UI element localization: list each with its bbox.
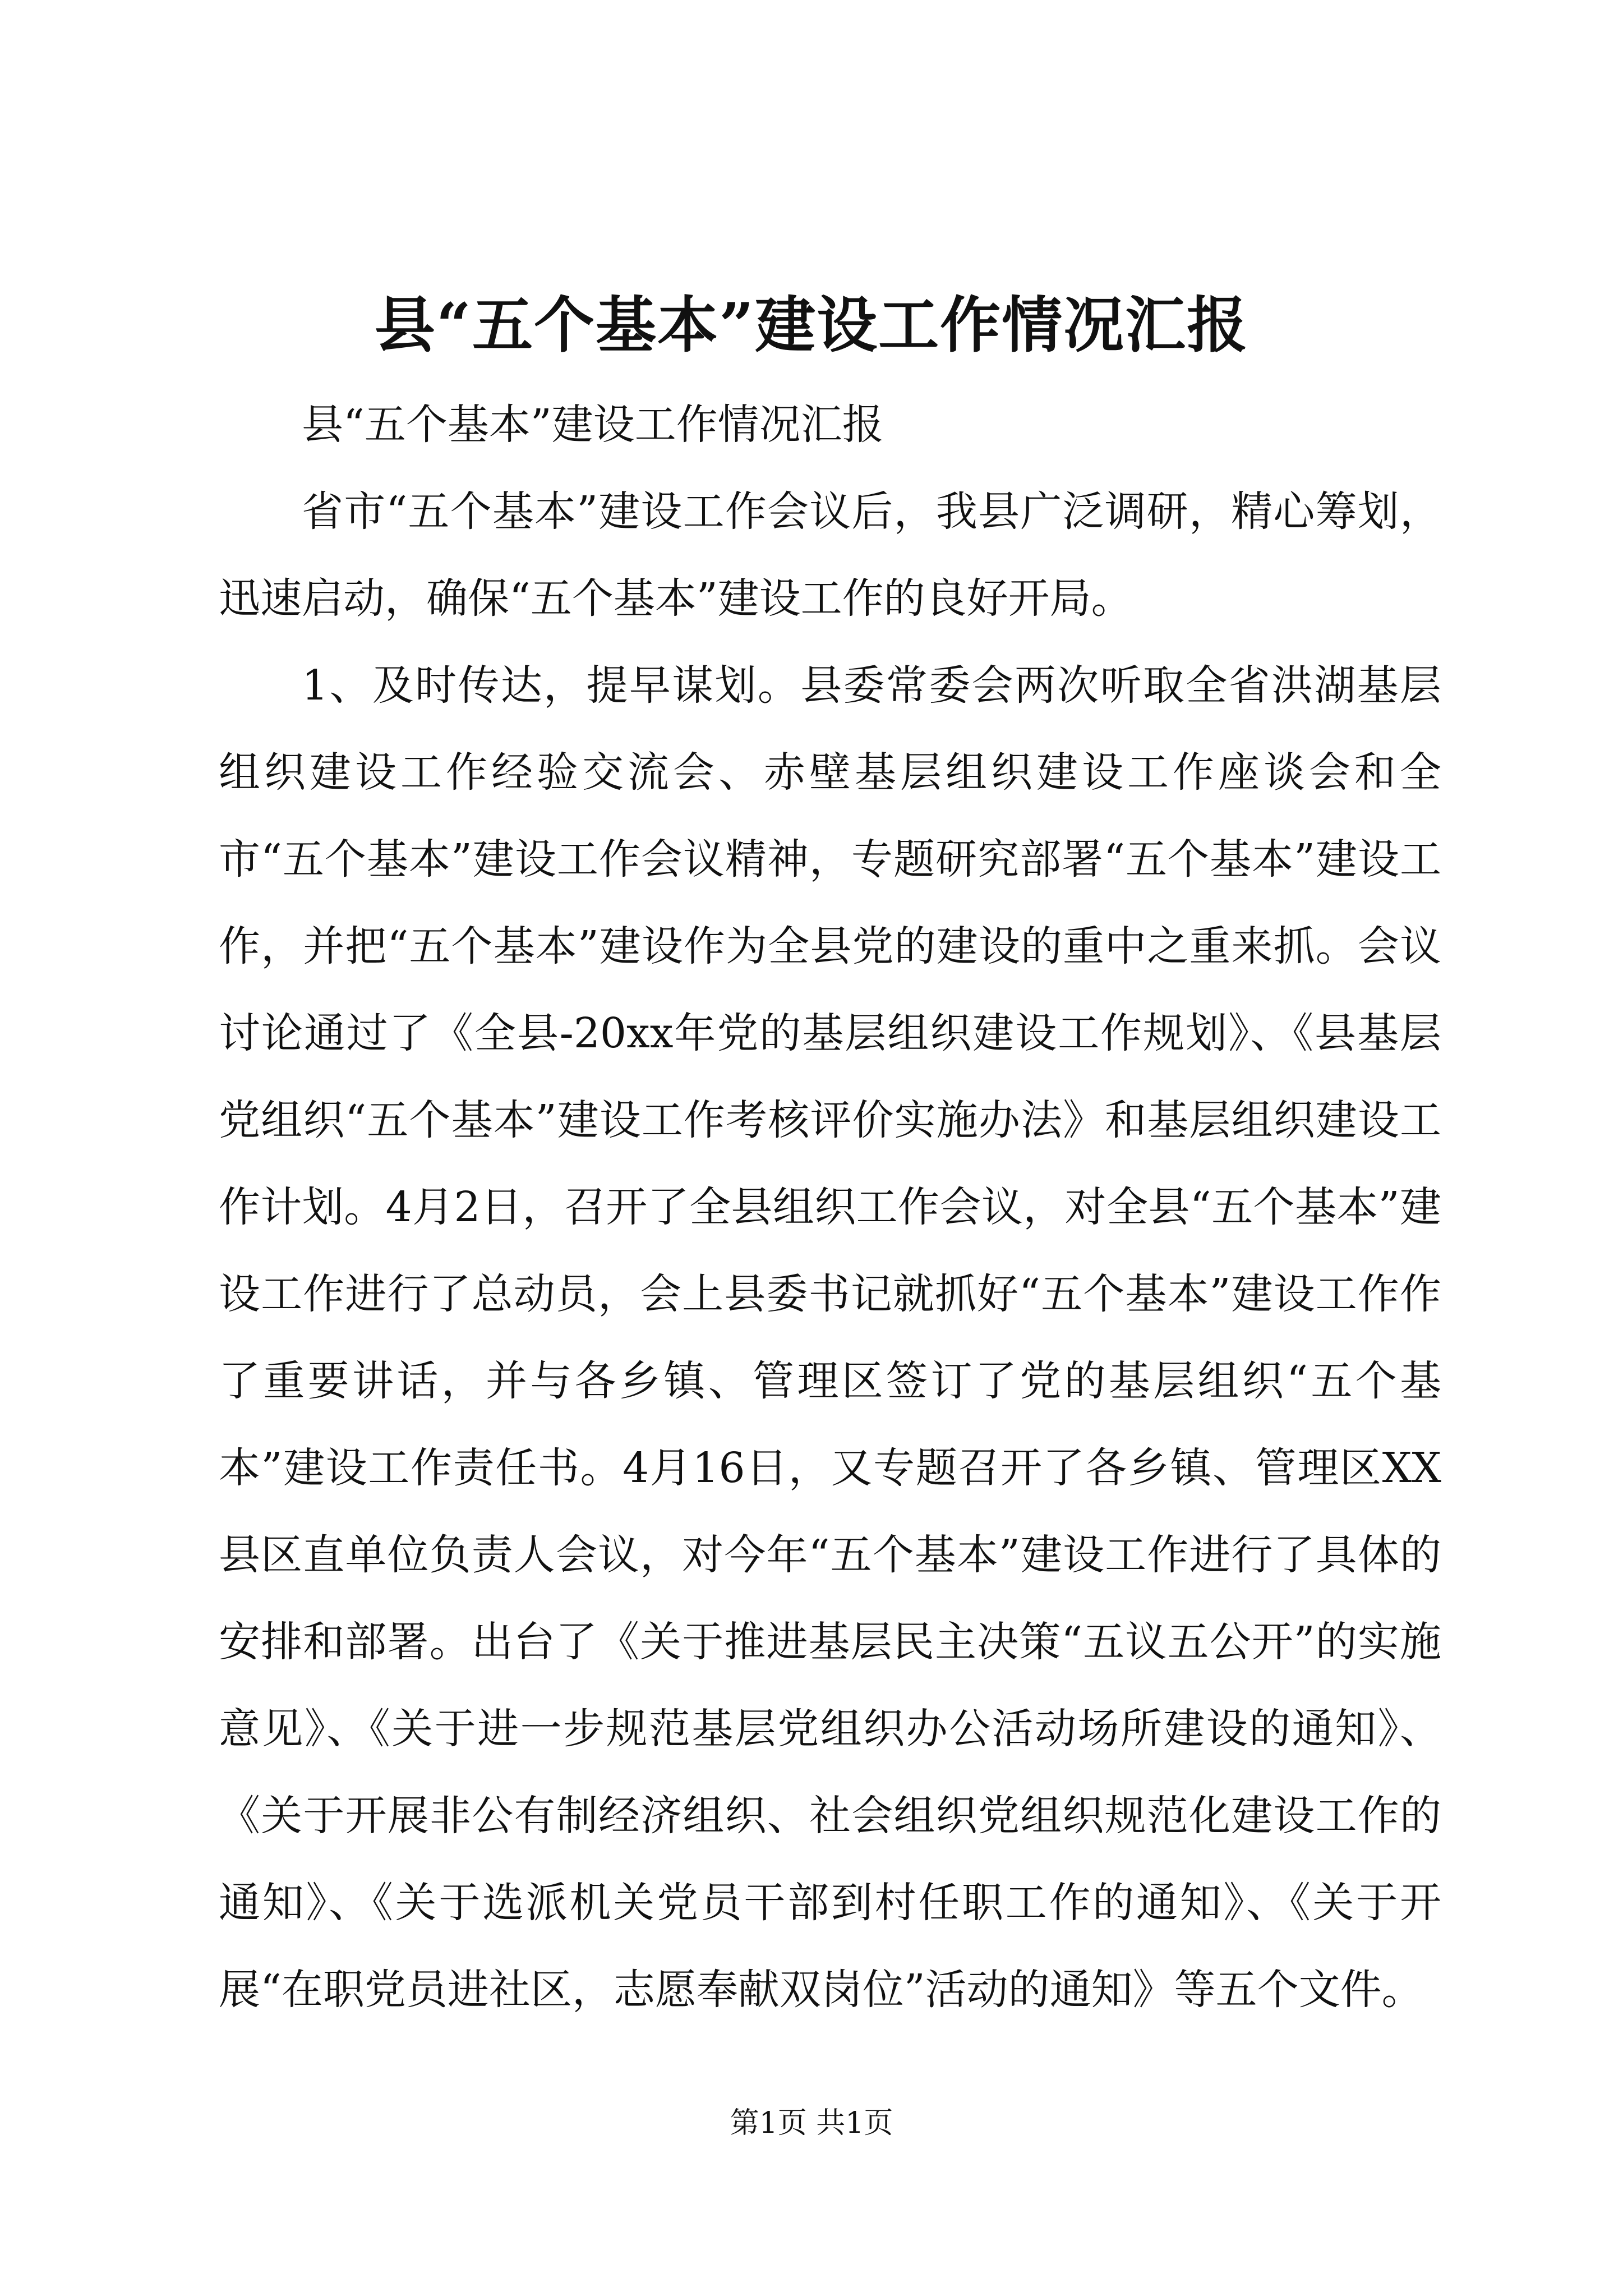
document-body <box>219 381 1441 2033</box>
paragraph-subtitle: 县“五个基本”建设工作情况汇报 <box>302 401 884 449</box>
document-title: 县“五个基本”建设工作情况汇报 <box>374 290 1249 361</box>
paragraph-section-1: 1、及时传达，提早谋划。县委常委会两次听取全省洪湖基层组织建设工作经验交流会、赤壁基层组织建设工作座谈会和全市“五个基本”建设工作会议精神，专题研究部署“五个基本”建设工作，并把“五个基本”建设作为全县党的建设的重中之重来抓。会议讨论通过了《全县-20xx年党的基层组织建设工作规划》、《县基层党组织“五个基本”建设工作考核评价实施办法》和基层组织建设工作计划。4月2日，召开了全县组织工作会议，对全县“五个基本”建设工作进行了总动员，会上县委书记就抓好“五个基本”建设工作作了重要讲话，并与各乡镇、管理区签订了党的基层组织“五个基本”建设工作责任书。4月16日，又专题召开了各乡镇、管理区XX县区直单位负责人会议，对今年“五个基本”建设工作进行了具体的安排和部署。出台了《关于推进基层民主决策“五议五公开”的实施意见》、《关于进一步规范基层党组织办公活动场所建设的通知》、《关于开展非公有制经济组织、社会组织党组织规范化建设工作的通知》、《关于选派机关党员干部到村任职工作的通知》、《关于开展“在职党员进社区，志愿奉献双岗位”活动的通知》等五个文件。 <box>219 661 1441 2014</box>
page-footer: 第1页 共1页 <box>730 2106 893 2140</box>
paragraph-intro: 省市“五个基本”建设工作会议后，我县广泛调研，精心筹划，迅速启动，确保“五个基本”建设工作的良好开局。 <box>219 487 1441 623</box>
